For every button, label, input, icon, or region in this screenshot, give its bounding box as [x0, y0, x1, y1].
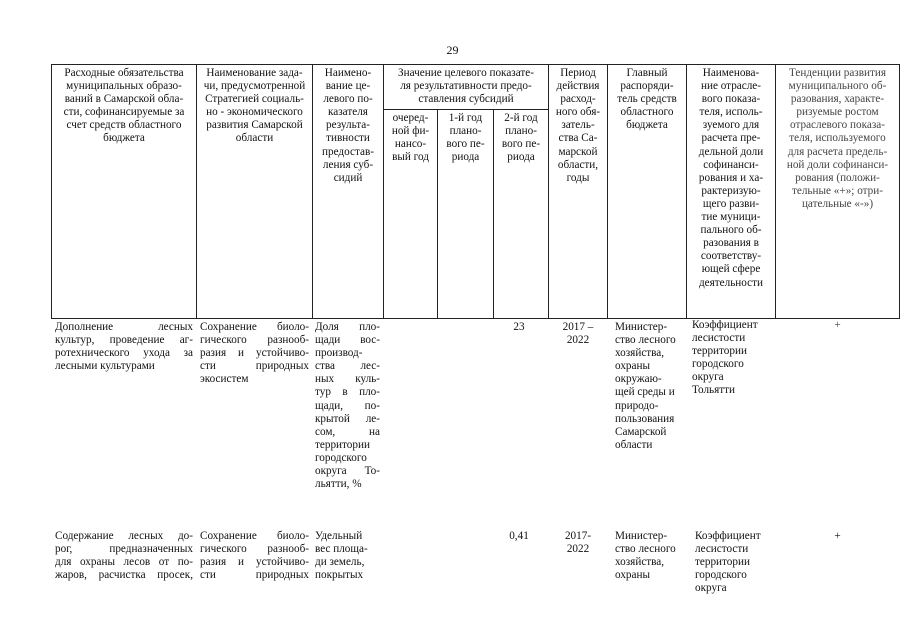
row1-budget-manager: Министер- ство лесного хозяйства, охраны окружаю- щей среды и природо- пользования Самарской области — [615, 321, 676, 451]
row1-period: 2017 – 2022 — [562, 321, 594, 347]
row1-task: Сохранение биоло- гического разнооб- разия и устойчиво- сти природных экосистем — [200, 321, 309, 386]
row2-sector-indicator: Коэффициент лесистости территории городского округа — [695, 530, 761, 595]
header-obligation: Расходные обязательства муниципальных образо- ваний в Самарской обла- сти, софинансируемые за счет средств областного бюджета — [63, 67, 185, 145]
header-period: Период действия расход- ного обя- затель- ства Са- марской области, годы — [555, 67, 601, 184]
row2-period: 2017- 2022 — [564, 530, 592, 556]
header-trends: Тенденции развития муниципального об- разования, характе- ризуемые ростом отраслевого показа- теля, используемого для расчета предель- ной доли софинанси- рования (положи- тельные «+»; отри- цательные «-») — [786, 67, 889, 210]
row2-indicator: Удельный вес площа- ди земель, покрытых — [315, 530, 368, 582]
row1-sector-indicator: Коэффициент лесистости территории городского округа Тольятти — [692, 319, 758, 397]
row2-value-plan-year-2: 0,41 — [509, 530, 529, 542]
header-plan-year-2: 2-й год плано- вого пе- риода — [501, 112, 541, 164]
header-current-year: очеред- ной фи- нансо- вый год — [391, 112, 430, 164]
row1-trend: + — [834, 319, 841, 331]
row2-budget-manager: Министер- ство лесного хозяйства, охраны — [615, 530, 676, 582]
row1-indicator: Доля пло- щади вос- производ- ства лес- ных куль- тур в пло- щади, по- крытой ле- сом, на территории городского округа То- льятти, % — [315, 321, 380, 491]
header-task: Наименование зада- чи, предусмотренной Стратегией социаль- но - экономического развития Самарской области — [203, 67, 306, 145]
header-target-value-group: Значение целевого показате- ля результативности предо- ставления субсидий — [398, 67, 534, 106]
row2-task: Сохранение биоло- гического разнооб- разия и устойчиво- сти природных — [200, 530, 309, 582]
header-sector-indicator: Наименова- ние отрасле- вого показа- теля, исполь- зуемого для расчета пре- дельной доли софинанси- рования и ха- рактеризую- щего разви- тие муници- пального об- разования в соответству- ющей сфере деятельности — [698, 67, 764, 289]
row2-trend: + — [834, 530, 841, 542]
header-indicator: Наимено- вание це- левого по- казателя результа- тивности предостав- ления суб- сидий — [322, 67, 374, 184]
row1-obligation: Дополнение лесных культур, проведение аг- ротехнического ухода за лесными культурами — [55, 321, 193, 373]
page-number: 29 — [446, 43, 459, 57]
header-plan-year-1: 1-й год плано- вого пе- риода — [446, 112, 485, 164]
row1-value-plan-year-2: 23 — [513, 321, 525, 333]
header-budget-manager: Главный распоряди- тель средств областного бюджета — [617, 67, 677, 132]
row2-obligation: Содержание лесных до- рог, предназначенных для охраны лесов от по- жаров, расчистка просек, — [55, 530, 193, 582]
